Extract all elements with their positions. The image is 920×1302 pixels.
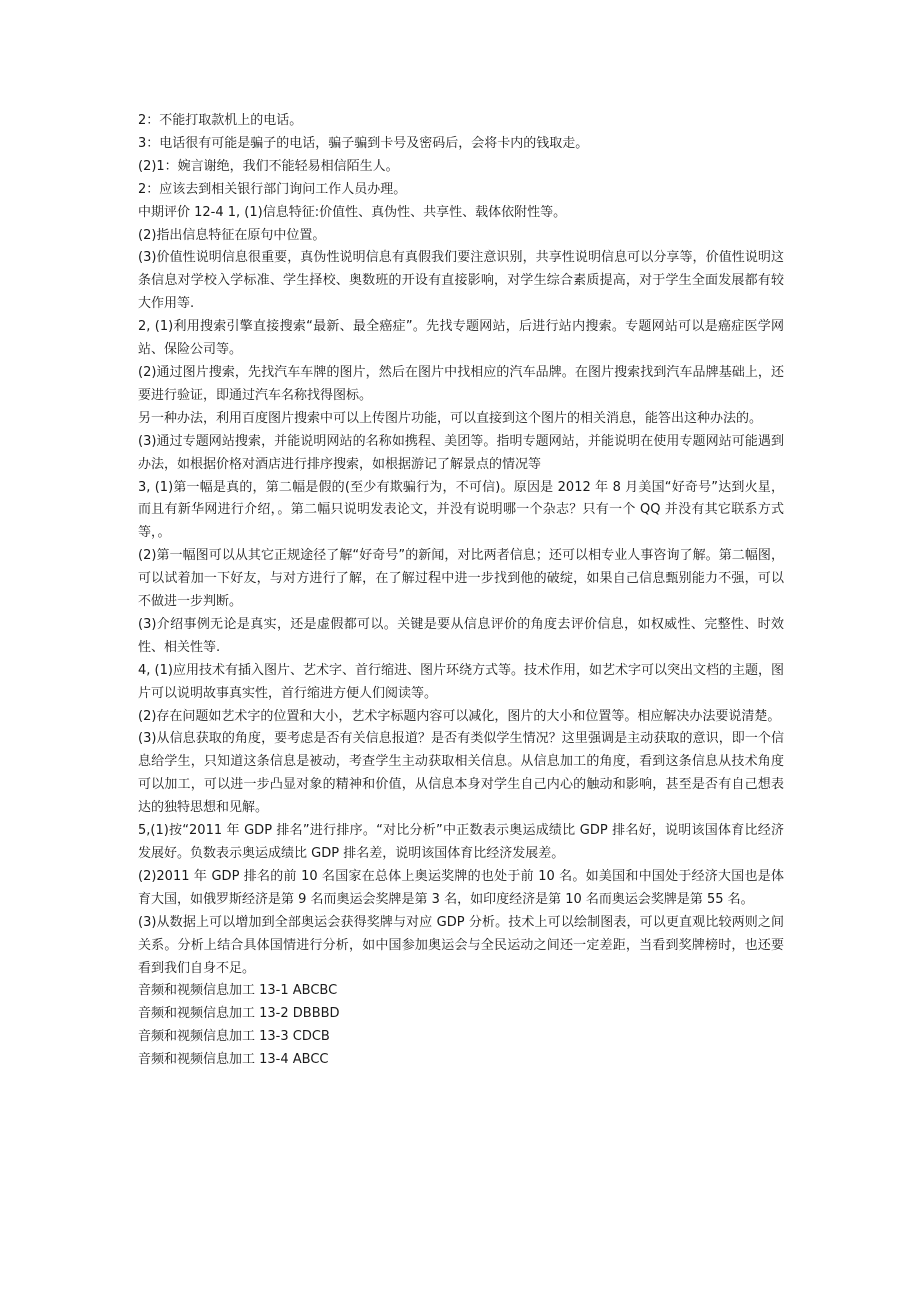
paragraph: 3, (1)第一幅是真的，第二幅是假的(至少有欺骗行为，不可信)。原因是 2012 年 8 月美国“好奇号”达到火星，而且有新华网进行介绍，。第二幅只说明发表论文，并没有说明哪一个杂志？只有一个 QQ 并没有其它联系方式等，。 xyxy=(138,479,784,541)
paragraph: (2)通过图片搜索，先找汽车车牌的图片，然后在图片中找相应的汽车品牌。在图片搜索找到汽车品牌基础上，还要进行验证，即通过汽车名称找得图标。 xyxy=(138,364,784,403)
paragraph: (2)第一幅图可以从其它正规途径了解“好奇号”的新闻，对比两者信息；还可以相专业人事咨询了解。第二幅图，可以试着加一下好友，与对方进行了解，在了解过程中进一步找到他的破绽，如果自己信息甄别能力不强，可以不做进一步判断。 xyxy=(138,548,784,610)
paragraph: 音频和视频信息加工 13-4 ABCC xyxy=(138,1052,329,1068)
paragraph: (3)从信息获取的角度，要考虑是否有关信息报道？是否有类似学生情况？这里强调是主动获取的意识，即一个信息给学生，只知道这条信息是被动，考查学生主动获取相关信息。从信息加工的角度，看到这条信息从技术角度可以加工，可以进一步凸显对象的精神和价值，从信息本身对学生自己内心的触动和影响，甚至是否有自己想表达的独特思想和见解。 xyxy=(138,731,784,816)
paragraph: (3)价值性说明信息很重要，真伪性说明信息有真假我们要注意识别，共享性说明信息可以分享等，价值性说明这条信息对学校入学标准、学生择校、奥数班的开设有直接影响，对学生综合素质提高，对于学生全面发展都有较大作用等. xyxy=(138,250,784,312)
paragraph: 音频和视频信息加工 13-2 DBBBD xyxy=(138,1006,340,1022)
paragraph: 5,(1)按“2011 年 GDP 排名”进行排序。“对比分析”中正数表示奥运成绩比 GDP 排名好，说明该国体育比经济发展好。负数表示奥运成绩比 GDP 排名差，说明该国体育比经济发展差。 xyxy=(138,823,784,861)
paragraph: 4, (1)应用技术有插入图片、艺术字、首行缩进、图片环绕方式等。技术作用，如艺术字可以突出文档的主题，图片可以说明故事真实性，首行缩进方便人们阅读等。 xyxy=(138,662,784,701)
paragraph: 音频和视频信息加工 13-1 ABCBC xyxy=(138,983,338,999)
paragraph: 音频和视频信息加工 13-3 CDCB xyxy=(138,1029,330,1045)
paragraph: 另一种办法，利用百度图片搜索中可以上传图片功能，可以直接到这个图片的相关消息，能答出这种办法的。 xyxy=(138,410,763,426)
paragraph: (2)2011 年 GDP 排名的前 10 名国家在总体上奥运奖牌的也处于前 10 名。如美国和中国处于经济大国也是体育大国，如俄罗斯经济是第 9 名而奥运会奖牌是第 3 名，如印度经济是第 10 名而奥运会奖牌是第 55 名。 xyxy=(138,868,784,907)
paragraph: (2)存在问题如艺术字的位置和大小，艺术字标题内容可以减化，图片的大小和位置等。相应解决办法要说清楚。 xyxy=(138,708,781,724)
paragraph: 2, (1)利用搜索引擎直接搜索“最新、最全癌症”。先找专题网站，后进行站内搜索。专题网站可以是癌症医学网站、保险公司等。 xyxy=(138,319,784,358)
paragraph: (3)通过专题网站搜索，并能说明网站的名称如携程、美团等。指明专题网站，并能说明在使用专题网站可能遇到办法，如根据价格对酒店进行排序搜索，如根据游记了解景点的情况等 xyxy=(138,433,784,472)
paragraph: (3)介绍事例无论是真实，还是虚假都可以。关键是要从信息评价的角度去评价信息，如权威性、完整性、时效性、相关性等. xyxy=(138,616,784,655)
paragraph: (2)1：婉言谢绝，我们不能轻易相信陌生人。 xyxy=(138,158,399,174)
paragraph: 2：不能打取款机上的电话。 xyxy=(138,113,303,128)
paragraph: 2：应该去到相关银行部门询问工作人员办理。 xyxy=(138,181,407,197)
paragraph: (2)指出信息特征在原句中位置。 xyxy=(138,227,326,243)
paragraph: 中期评价 12-4 1, (1)信息特征:价值性、真伪性、共享性、载体依附性等。 xyxy=(138,204,567,220)
paragraph: 3：电话很有可能是骗子的电话，骗子骗到卡号及密码后，会将卡内的钱取走。 xyxy=(138,135,589,151)
paragraph: (3)从数据上可以增加到全部奥运会获得奖牌与对应 GDP 分析。技术上可以绘制图表，可以更直观比较两则之间关系。分析上结合具体国情进行分析，如中国参加奥运会与全民运动之间还一定差距，当看到奖牌榜时，也还要看到我们自身不足。 xyxy=(138,914,784,976)
document-body xyxy=(138,110,784,1072)
